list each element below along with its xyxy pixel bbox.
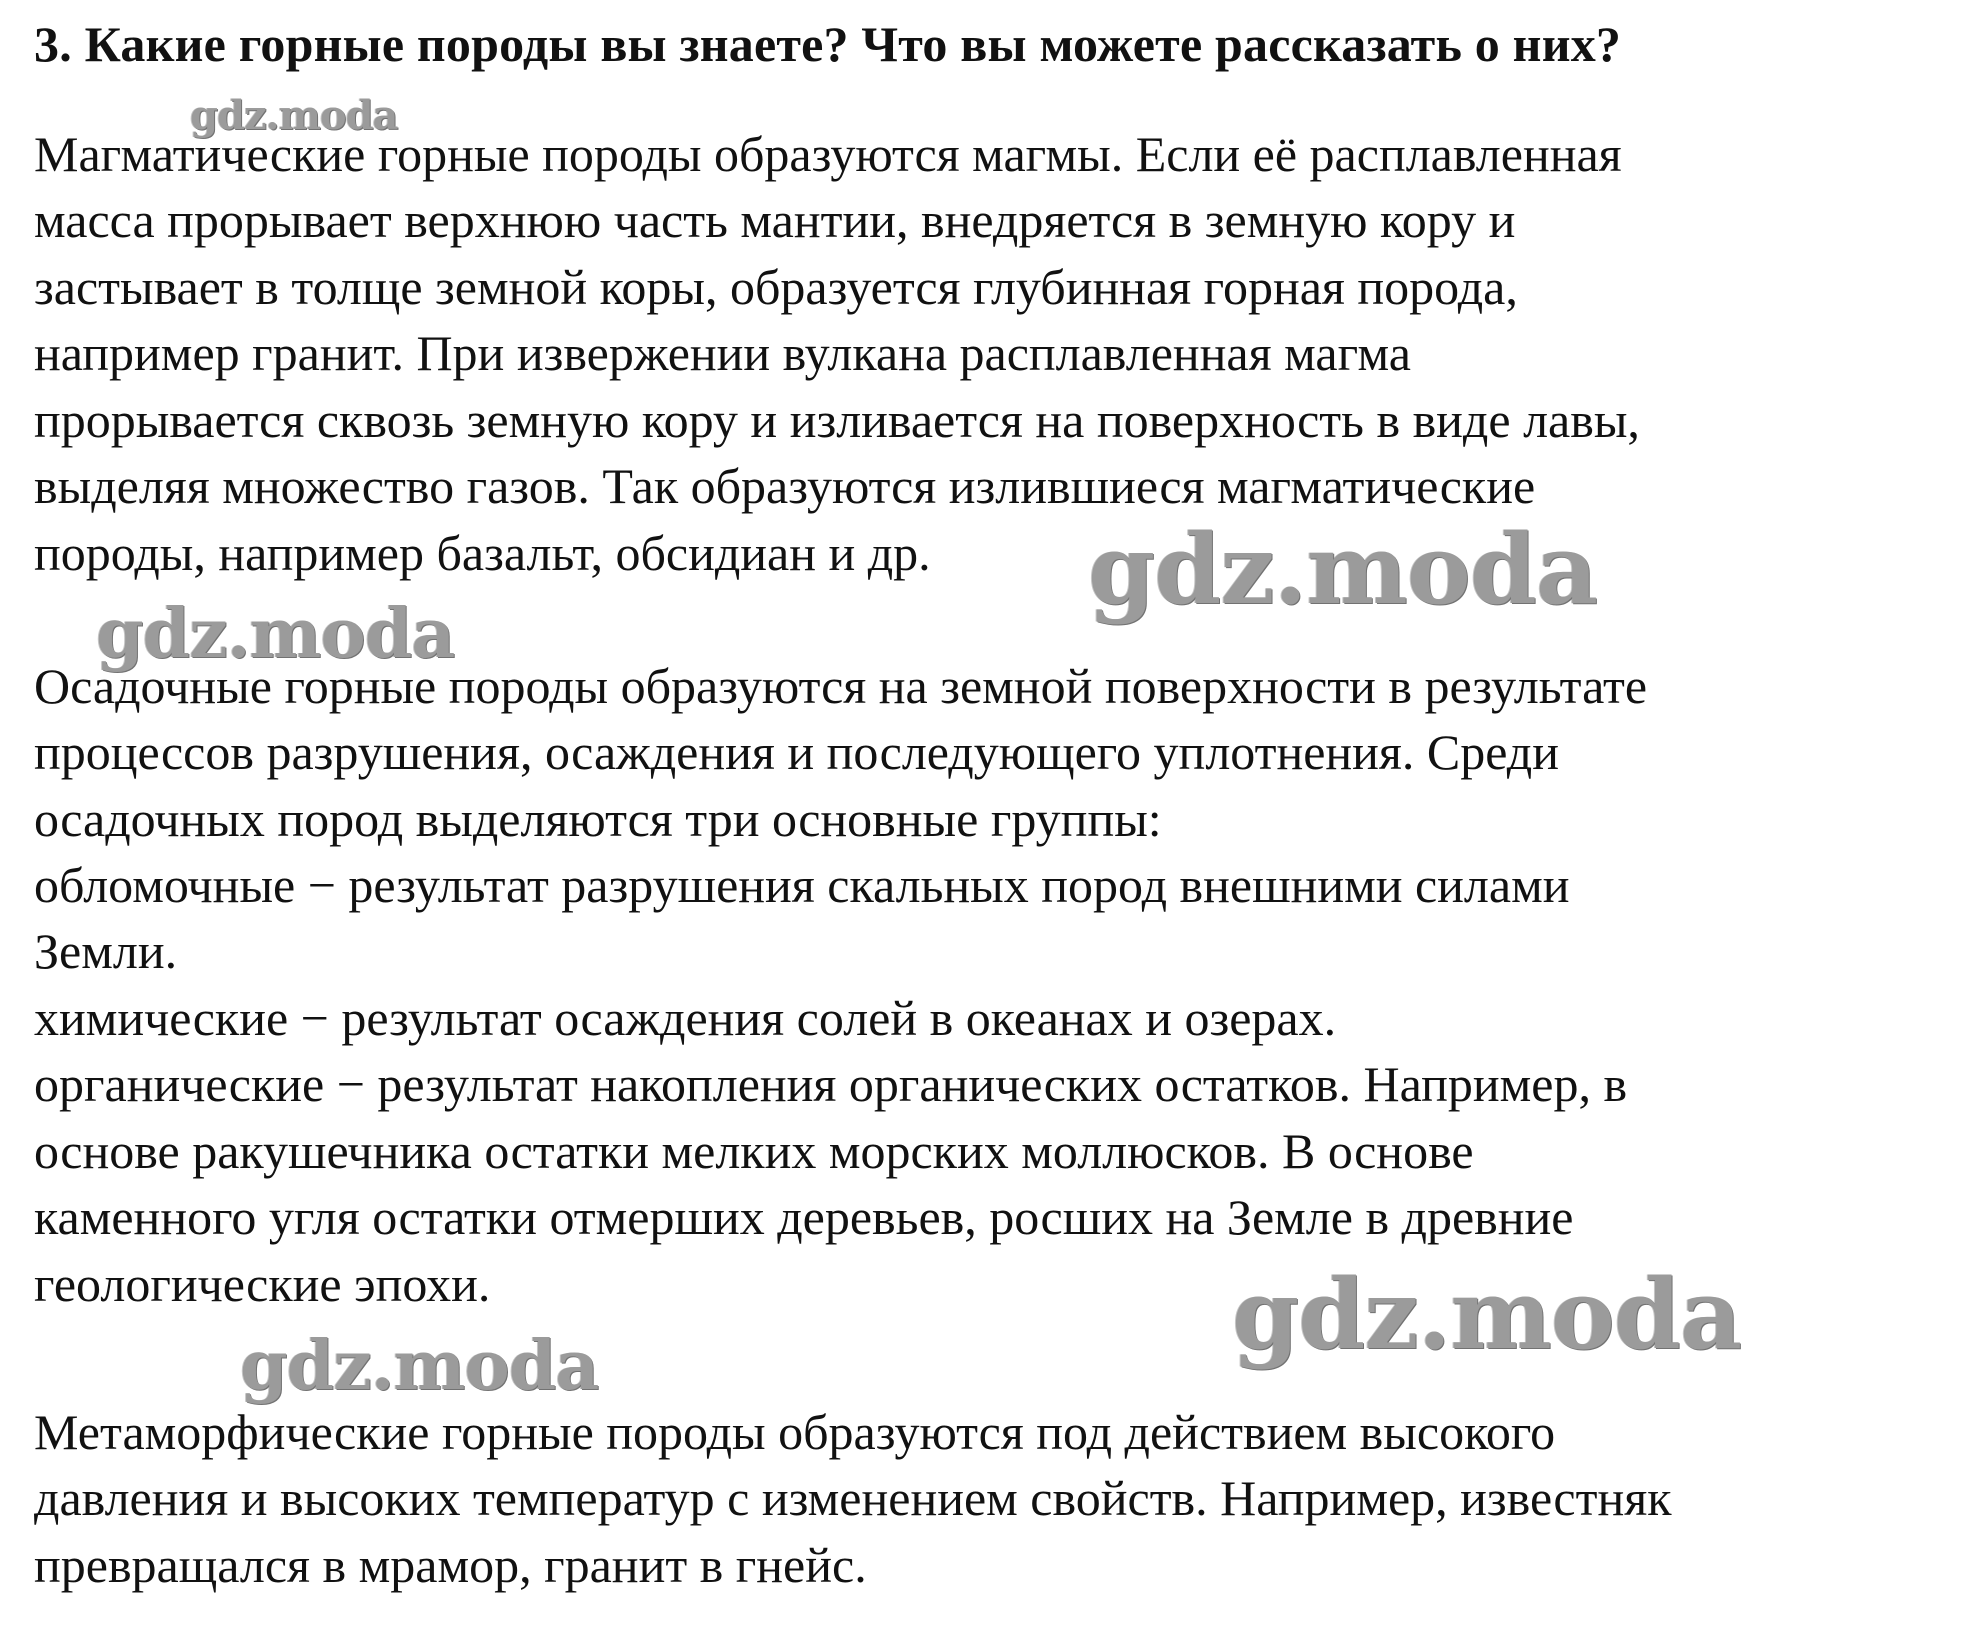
text-line: геологические эпохи. [34,1256,491,1312]
text-line: породы, например базальт, обсидиан и др. [34,525,931,581]
watermark: gdz.moda [96,594,455,674]
text-line: прорывается сквозь земную кору и изливается на поверхность в виде лавы, [34,392,1640,448]
text-line: например гранит. При извержении вулкана расплавленная магма [34,325,1411,381]
text-line: застывает в толще земной коры, образуется глубинная горная порода, [34,259,1518,315]
text-line: масса прорывает верхнюю часть мантии, внедряется в земную кору и [34,192,1516,248]
text-line: осадочных пород выделяются три основные группы: [34,791,1162,847]
text-line: давления и высоких температур с изменением свойств. Например, известняк [34,1470,1672,1526]
question-title: 3. Какие горные породы вы знаете? Что вы можете рассказать о них? [34,16,1622,72]
text-line: выделяя множество газов. Так образуются излившиеся магматические [34,458,1536,514]
text-line: основе ракушечника остатки мелких морских моллюсков. В основе [34,1123,1474,1179]
text-line: каменного угля остатки отмерших деревьев, росших на Земле в древние [34,1189,1574,1245]
text-line: Метаморфические горные породы образуются под действием высокого [34,1404,1556,1460]
watermark: gdz.moda [1232,1258,1742,1371]
text-line: процессов разрушения, осаждения и последующего уплотнения. Среди [34,724,1559,780]
text-line: Осадочные горные породы образуются на земной поверхности в результате [34,658,1648,714]
text-line: органические − результат накопления органических остатков. Например, в [34,1056,1628,1112]
text-line: обломочные − результат разрушения скальных пород внешними силами [34,857,1570,913]
watermark: gdz.moda [240,1326,599,1406]
watermark: gdz.moda [1088,513,1598,626]
text-line: Земли. [34,923,178,979]
text-line: химические − результат осаждения солей в океанах и озерах. [34,990,1337,1046]
text-line: Магматические горные породы образуются магмы. Если её расплавленная [34,126,1622,182]
text-line: превращался в мрамор, гранит в гнейс. [34,1537,867,1593]
watermark: gdz.moda [190,92,398,139]
